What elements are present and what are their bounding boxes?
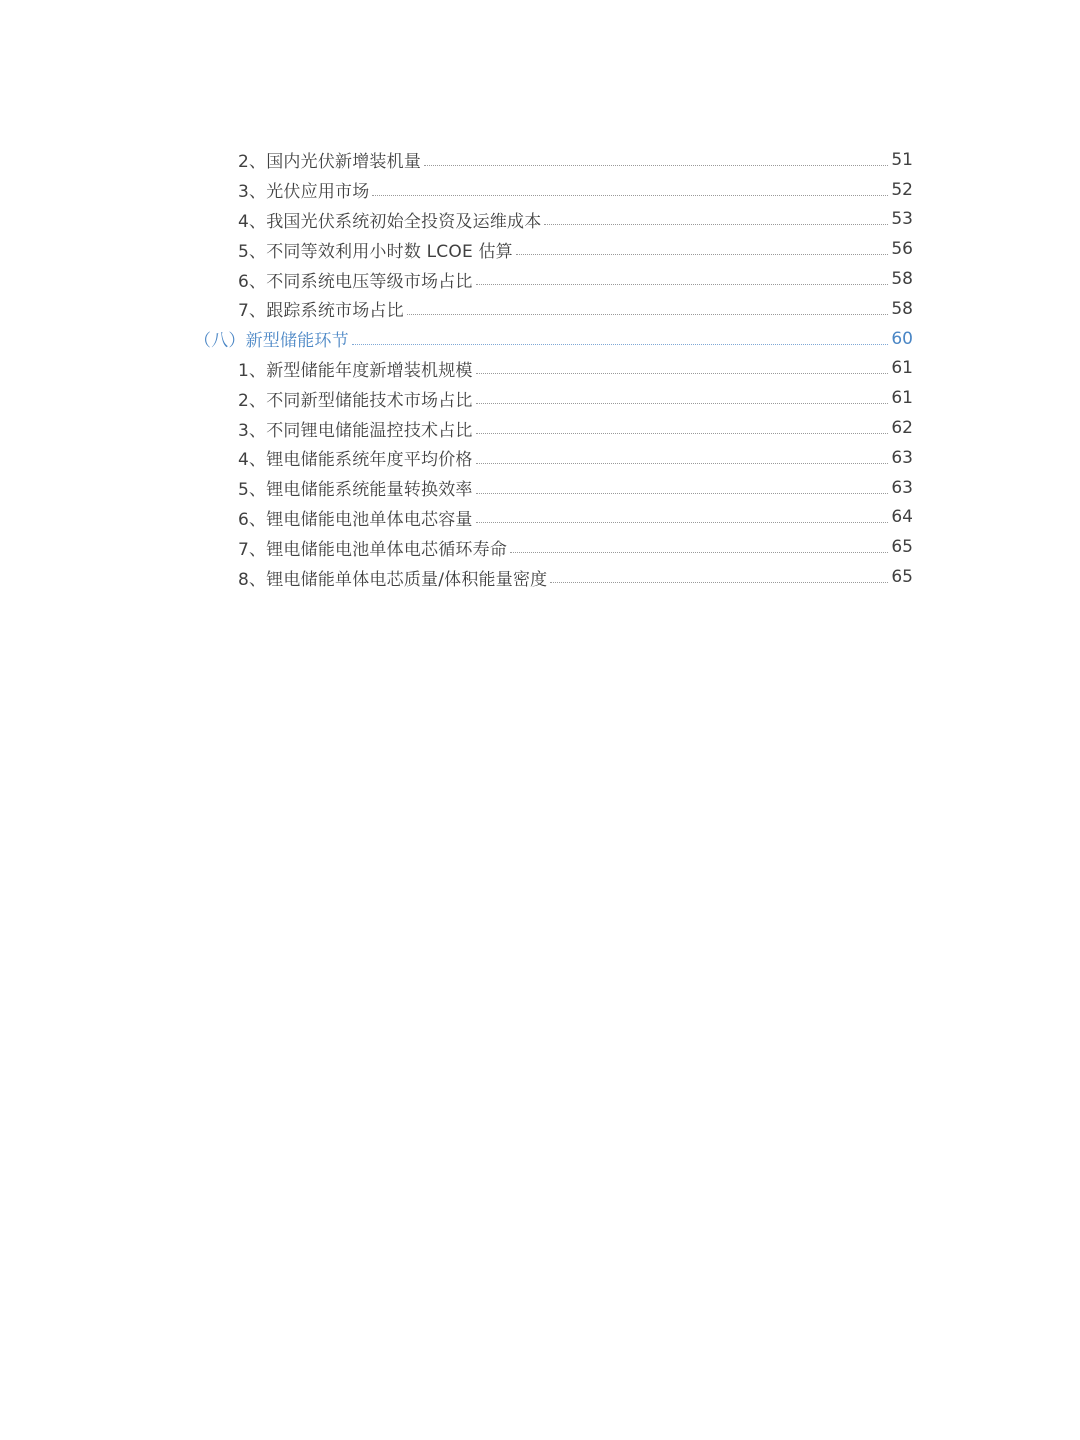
toc-entry[interactable]: [0, 473, 913, 503]
toc-entry[interactable]: [0, 383, 913, 413]
toc-page-number: 63: [891, 477, 913, 498]
toc-entry[interactable]: [0, 413, 913, 443]
toc-page-number: 51: [891, 149, 913, 170]
toc-entry-title: 3、光伏应用市场: [238, 182, 370, 203]
toc-dot-leader: [424, 164, 888, 166]
toc-entry-title: 2、不同新型储能技术市场占比: [238, 390, 473, 411]
toc-entry-title: 4、锂电储能系统年度平均价格: [238, 450, 473, 471]
toc-dot-leader: [407, 313, 889, 315]
toc-entry[interactable]: [0, 205, 913, 235]
toc-page-number: 65: [891, 537, 913, 558]
toc-entry-title: 7、锂电储能电池单体电芯循环寿命: [238, 539, 508, 560]
toc-entry[interactable]: [0, 175, 913, 205]
toc-dot-leader: [476, 432, 889, 434]
toc-entry[interactable]: [0, 294, 913, 324]
toc-entry[interactable]: [0, 562, 913, 592]
toc-entry-title: 5、不同等效利用小时数 LCOE 估算: [238, 241, 513, 262]
toc-dot-leader: [476, 521, 889, 523]
toc-page-number: 62: [891, 418, 913, 439]
toc-page-number: 56: [891, 239, 913, 260]
toc-page-number: 63: [891, 447, 913, 468]
toc-entry[interactable]: [0, 503, 913, 533]
toc-page-number: 53: [891, 209, 913, 230]
toc-entry[interactable]: [0, 264, 913, 294]
toc-dot-leader: [372, 194, 888, 196]
toc-entry-title: 4、我国光伏系统初始全投资及运维成本: [238, 211, 542, 232]
toc-page-number: 52: [891, 179, 913, 200]
toc-dot-leader: [476, 372, 889, 374]
toc-section-title: （八）新型储能环节: [194, 331, 349, 352]
toc-page-number: 58: [891, 269, 913, 290]
toc-entry-title: 7、跟踪系统市场占比: [238, 301, 404, 322]
toc-entry-title: 8、锂电储能单体电芯质量/体积能量密度: [238, 569, 548, 590]
table-of-contents: [0, 145, 1080, 592]
toc-entry-title: 3、不同锂电储能温控技术占比: [238, 420, 473, 441]
toc-page-number: 60: [891, 328, 913, 349]
toc-page-number: 61: [891, 358, 913, 379]
toc-entry[interactable]: [0, 234, 913, 264]
toc-dot-leader: [352, 343, 889, 345]
toc-entry-title: 2、国内光伏新增装机量: [238, 152, 422, 173]
toc-entry[interactable]: [0, 354, 913, 384]
toc-dot-leader: [544, 223, 888, 225]
toc-page-number: 61: [891, 388, 913, 409]
toc-page-number: 58: [891, 298, 913, 319]
toc-entry-title: 1、新型储能年度新增装机规模: [238, 360, 473, 381]
toc-entry-title: 6、锂电储能电池单体电芯容量: [238, 509, 473, 530]
toc-dot-leader: [476, 283, 889, 285]
toc-entry[interactable]: [0, 532, 913, 562]
toc-entry[interactable]: [0, 443, 913, 473]
toc-dot-leader: [510, 551, 888, 553]
toc-dot-leader: [476, 462, 889, 464]
toc-entry-title: 6、不同系统电压等级市场占比: [238, 271, 473, 292]
toc-dot-leader: [550, 581, 888, 583]
toc-dot-leader: [476, 492, 889, 494]
toc-page-number: 64: [891, 507, 913, 528]
toc-page-number: 65: [891, 567, 913, 588]
toc-section-heading[interactable]: [0, 324, 913, 354]
toc-dot-leader: [516, 253, 888, 255]
toc-entry[interactable]: [0, 145, 913, 175]
toc-entry-title: 5、锂电储能系统能量转换效率: [238, 480, 473, 501]
toc-dot-leader: [476, 402, 889, 404]
